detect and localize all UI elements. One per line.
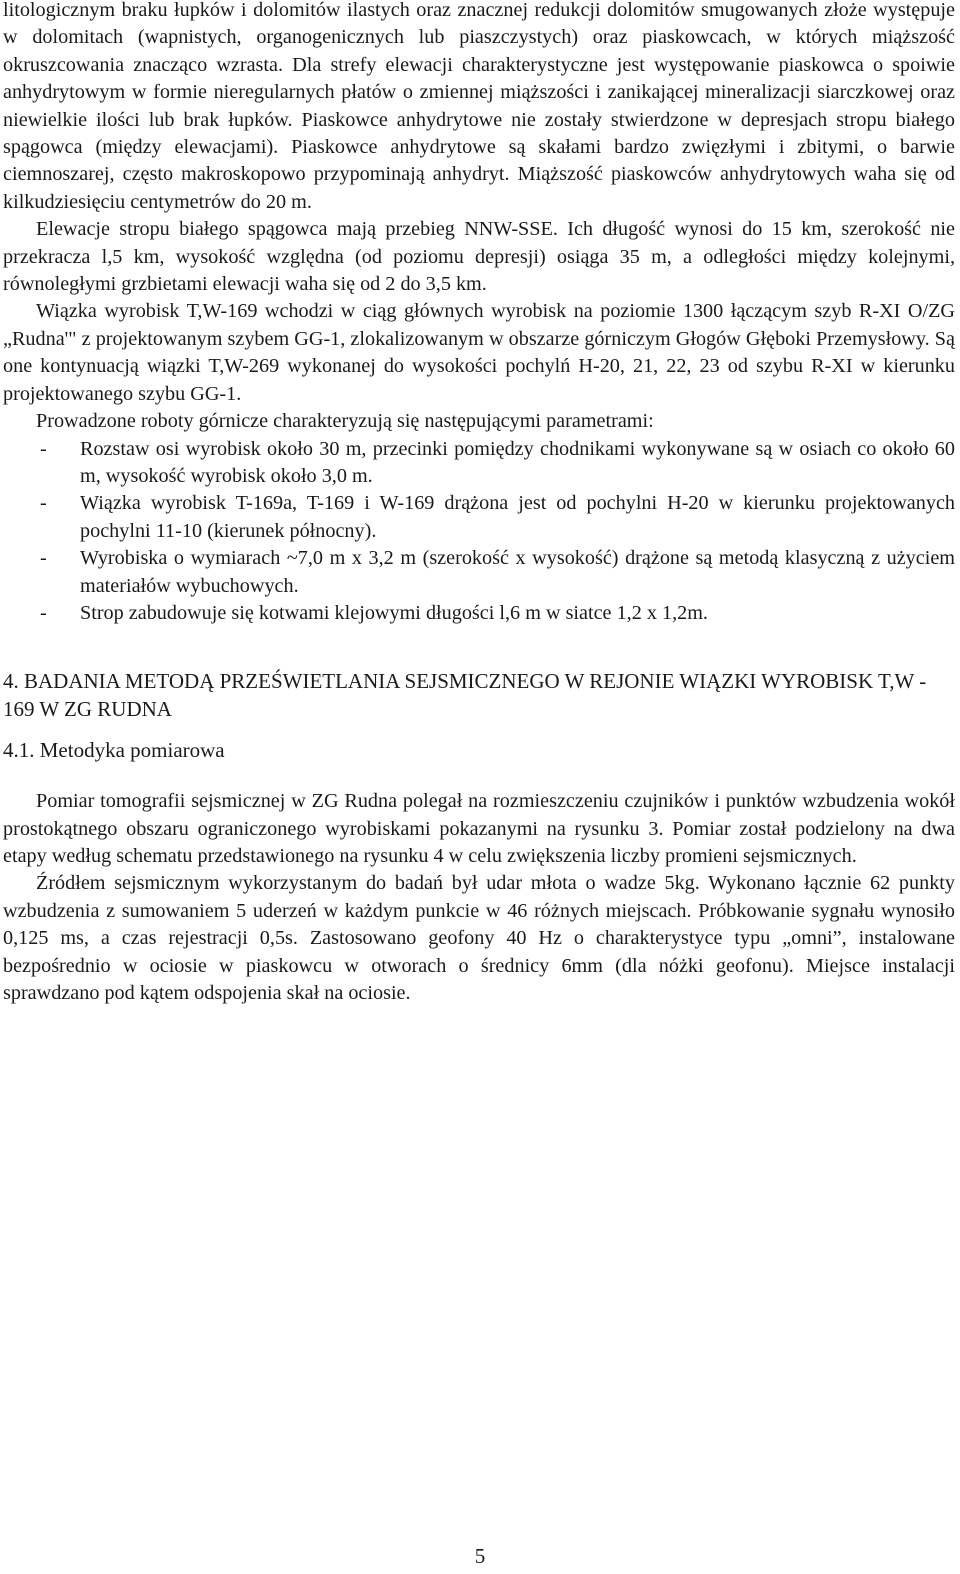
list-item: [3, 545, 955, 600]
list-item-text: Wyrobiska o wymiarach ~7,0 m x 3,2 m (szerokość x wysokość) drążone są metodą klasyczną z użyciem materiałów wybuchowych.: [80, 547, 955, 597]
paragraph-seismic-source: Źródłem sejsmicznym wykorzystanym do badań był udar młota o wadze 5kg. Wykonano łącznie 62 punkty wzbudzenia z sumowaniem 5 uderzeń w każdym punkcie w 46 różnych miejscach. Próbkowanie sygnału wynosiło 0,125 ms, a czas rejestracji 0,5s. Zastosowano geofony 40 Hz o charakterystyce typu „omni”, instalowane bezpośrednio w ociosie w piaskowcu w otworach o średnicy 6mm (dla nóżki geofonu). Miejsce instalacji sprawdzano pod kątem odspojenia skał na ociosie.: [3, 872, 955, 1004]
paragraph-parameters-intro: Prowadzone roboty górnicze charakteryzują się następującymi parametrami:: [36, 410, 654, 433]
document-page: [3, 0, 955, 1007]
list-dash: -: [40, 437, 47, 460]
list-dash: -: [40, 492, 47, 515]
list-item: [3, 600, 955, 627]
paragraph-measurement: Pomiar tomografii sejsmicznej w ZG Rudna polegał na rozmieszczeniu czujników i punktów wzbudzenia wokół prostokątnego obszaru ograniczonego wyrobiskami pokazanymi na rysunku 3. Pomiar został podzielony na dwa etapy według schematu przedstawionego na rysunku 4 w celu zwiększenia liczby promieni sejsmicznych.: [3, 790, 955, 867]
list-dash: -: [40, 601, 47, 624]
section-heading: 4. BADANIA METODĄ PRZEŚWIETLANIA SEJSMICZNEGO W REJONIE WIĄZKI WYROBISK T,W - 169 W ZG RUDNA: [3, 669, 927, 721]
list-item: [3, 490, 955, 545]
paragraph-workings-bundle: Wiązka wyrobisk T,W-169 wchodzi w ciąg głównych wyrobisk na poziomie 1300 łączącym szyb R-XI O/ZG „Rudna'" z projektowanym szybem GG-1, zlokalizowanym w obszarze górniczym Głogów Głęboki Przemysłowy. Są one kontynuacją wiązki T,W-269 wykonanej do wysokości pochylń H-20, 21, 22, 23 od szybu R-XI w kierunku projektowanego szybu GG-1.: [3, 300, 955, 405]
list-item-text: Rozstaw osi wyrobisk około 30 m, przecinki pomiędzy chodnikami wykonywane są w osiach co około 60 m, wysokość wyrobisk około 3,0 m.: [80, 437, 955, 487]
page-number: 5: [474, 1544, 486, 1568]
paragraph-intro: litologicznym braku łupków i dolomitów ilastych oraz znacznej redukcji dolomitów smugowanych złoże występuje w dolomitach (wapnistych, organogenicznych lub piaszczystych) oraz piaskowcach, w których miąższość okruszcowania znacząco wzrasta. Dla strefy elewacji charakterystyczne jest występowanie piaskowca o spoiwie anhydrytowym w formie nieregularnych płatów o zmiennej miąższości i zanikającej mineralizacji siarczkowej oraz niewielkie ilości lub brak łupków. Piaskowce anhydrytowe nie zostały stwierdzone w depresjach stropu białego spągowca (między elewacjami). Piaskowce anhydrytowe są skałami bardzo zwięzłymi i zbitymi, o barwie ciemnoszarej, często makroskopowo przypominają anhydryt. Miąższość piaskowców anhydrytowych waha się od kilkudziesięciu centymetrów do 20 m.: [3, 0, 955, 213]
subsection-heading: 4.1. Metodyka pomiarowa: [3, 737, 225, 762]
list-item: [3, 436, 955, 491]
list-item-text: Strop zabudowuje się kotwami klejowymi długości l,6 m w siatce 1,2 x 1,2m.: [80, 601, 708, 624]
paragraph-elevations: Elewacje stropu białego spągowca mają przebieg NNW-SSE. Ich długość wynosi do 15 km, szerokość nie przekracza l,5 km, wysokość względna (od poziomu depresji) osiąga 35 m, a odległości między kolejnymi, równoległymi grzbietami elewacji waha się od 2 do 3,5 km.: [3, 218, 955, 296]
list-item-text: Wiązka wyrobisk T-169a, T-169 i W-169 drążona jest od pochylni H-20 w kierunku projektowanych pochylni 11-10 (kierunek północny).: [80, 492, 955, 542]
list-dash: -: [40, 547, 47, 570]
parameters-list: [3, 436, 955, 628]
